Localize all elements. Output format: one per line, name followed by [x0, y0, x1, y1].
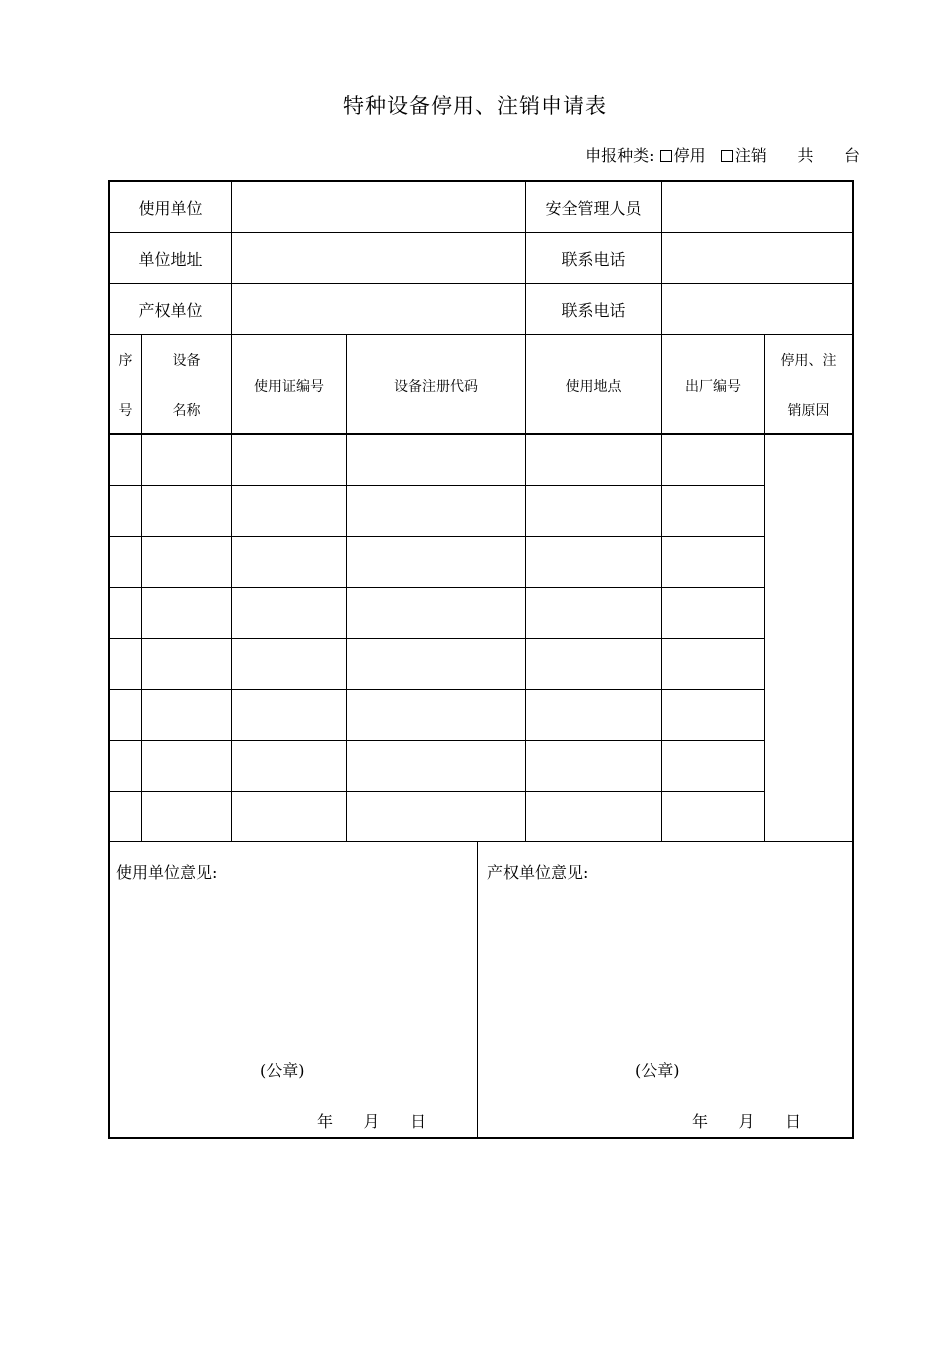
property-unit-label: 产权单位: [138, 301, 203, 320]
col-reason-line1: 停用、注: [780, 353, 837, 369]
use-unit-opinion-label: 使用单位意见:: [116, 863, 218, 882]
year-label: 年: [317, 1112, 334, 1131]
header-divider: [110, 433, 852, 435]
col-reason-line2: 销原因: [787, 403, 830, 419]
phone-label-1: 联系电话: [561, 250, 626, 269]
row-divider: [110, 587, 764, 588]
col-factory-no: 出厂编号: [685, 379, 741, 395]
report-type-label: 申报种类:: [585, 146, 655, 165]
use-unit-seal: (公章): [260, 1061, 305, 1080]
use-unit-date: [317, 1109, 426, 1132]
total-prefix: 共: [797, 146, 814, 165]
safety-manager-field[interactable]: [662, 182, 852, 232]
property-unit-field[interactable]: [232, 284, 525, 334]
row-divider: [110, 638, 764, 639]
row-divider: [110, 334, 852, 335]
day-label: 日: [410, 1112, 427, 1131]
phone-label-2: 联系电话: [561, 301, 626, 320]
col-divider: [525, 334, 526, 841]
col-divider: [661, 334, 662, 841]
row-divider: [110, 536, 764, 537]
month-label: 月: [738, 1112, 755, 1131]
unit-address-field[interactable]: [232, 233, 525, 283]
property-unit-date: [692, 1109, 801, 1132]
row-divider: [110, 791, 764, 792]
col-seq-line2: 号: [118, 403, 133, 419]
safety-manager-label: 安全管理人员: [545, 199, 642, 218]
col-cert-no: 使用证编号: [254, 379, 324, 395]
stop-option-label: 停用: [673, 146, 706, 165]
day-label: 日: [785, 1112, 802, 1131]
report-type-line: [585, 143, 860, 166]
month-label: 月: [363, 1112, 380, 1131]
row-divider: [110, 841, 852, 842]
row-divider: [110, 485, 764, 486]
year-label: 年: [692, 1112, 709, 1131]
col-divider: [346, 334, 347, 841]
property-unit-seal: (公章): [635, 1061, 680, 1080]
col-device-line1: 设备: [172, 353, 201, 369]
application-form-table: [108, 180, 854, 1139]
unit-address-label: 单位地址: [138, 250, 203, 269]
use-unit-label: 使用单位: [138, 199, 203, 218]
stop-checkbox[interactable]: [660, 150, 672, 162]
col-divider: [231, 334, 232, 841]
property-unit-opinion-label: 产权单位意见:: [487, 863, 589, 882]
phone-field-1[interactable]: [662, 233, 852, 283]
cancel-checkbox[interactable]: [721, 150, 733, 162]
col-location: 使用地点: [565, 379, 622, 395]
opinion-divider: [477, 841, 478, 1137]
total-suffix: 台: [843, 146, 860, 165]
phone-field-2[interactable]: [662, 284, 852, 334]
use-unit-field[interactable]: [232, 182, 525, 232]
col-device-line2: 名称: [172, 403, 201, 419]
cancel-option-label: 注销: [734, 146, 767, 165]
row-divider: [110, 740, 764, 741]
row-divider: [110, 689, 764, 690]
page-title: 特种设备停用、注销申请表: [343, 94, 607, 118]
col-seq-line1: 序: [118, 353, 133, 369]
col-reg-code: 设备注册代码: [394, 379, 478, 395]
